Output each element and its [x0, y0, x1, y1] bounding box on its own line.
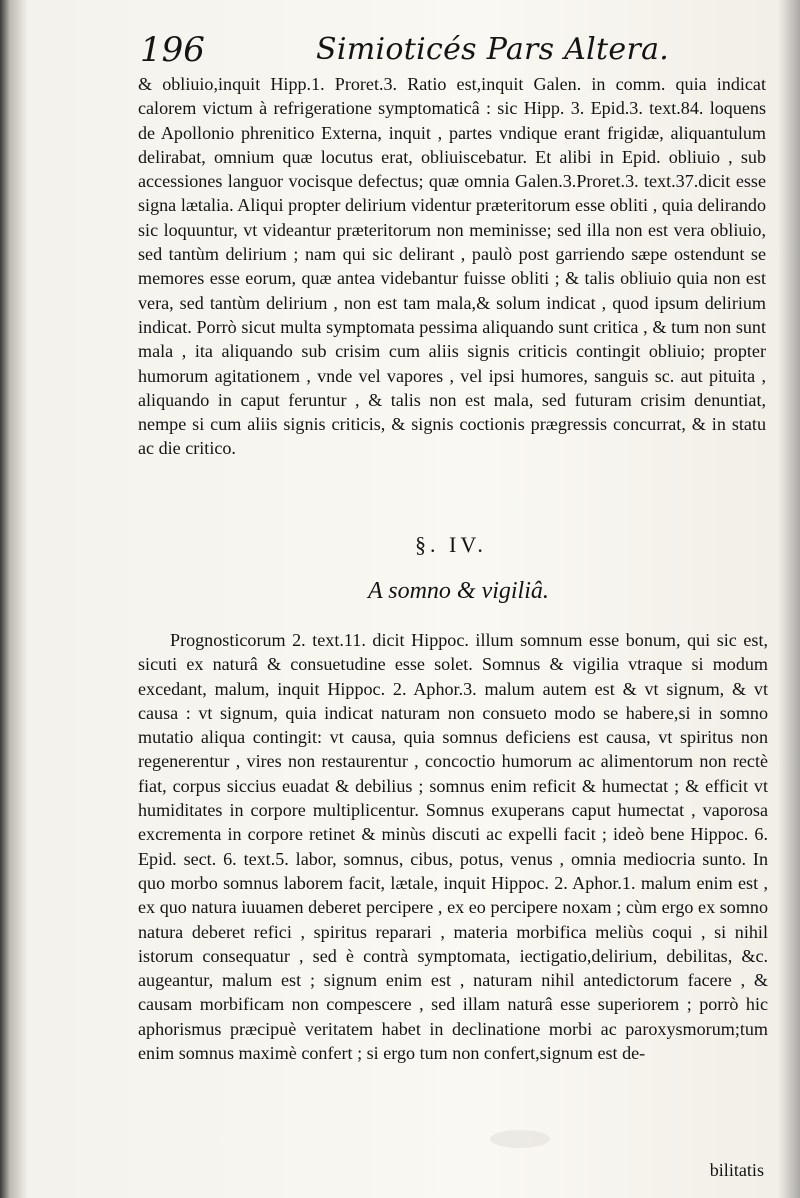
catchword: bilitatis — [709, 1160, 764, 1180]
paragraph: Prognosticorum 2. text.11. dicit Hippoc. illum somnum esse bonum, qui sic est, sicuti ex naturâ & consuetudine esse solet. Somnus & vigilia vtraque si modum excedant, malum, inquit Hippoc. 2. Aphor.3. malum autem est & vt signum, & vt causa : vt signum, quia indicat naturam non consueto modo se habere,si in somno mutatio aliqua contingit: vt causa, quia somnus deficiens est causa, vt spiritus non regenerentur , vires non restaurentur , concoctio humorum ac alimentorum non rectè fiat, corpus siccius euadat & debilius ; somnus enim reficit & humectat ; & efficit vt humiditates in corpore multiplicentur. Somnus exuperans caput humectat , vaporosa excrementa in corpore retinet & minùs discuti ac expelli facit ; ideò bene Hippoc. 6. Epid. sect. 6. text.5. labor, somnus, cibus, potus, venus , omnia mediocria sunto. In quo morbo somnus laborem facit, lætale, inquit Hippoc. 2. Aphor.1. malum enim est , ex quo natura iuuamen deberet percipere , ex eo percipere noxam ; cùm ergo ex somno natura deberet refici , spiritus reparari , materia morbifica meliùs coqui , si nihil istorum consequatur , sed è contrà symptomata, iectigatio,delirium, debilitas, &c. augeantur, malum est ; signum enim est , naturam nihil antedictorum facere , & causam morbificam non compescere , sed illam naturâ esse superiorem ; porrò hic aphorismus præcipuè veritatem habet in declinatione morbi ac paroxysmorum;tum enim somnus maximè confert ; si ergo tum non confert,signum est de- — [138, 630, 768, 1064]
text-block-2 — [138, 628, 768, 1065]
running-title: Simioticés Pars Altera. — [316, 32, 670, 67]
section-number: §. IV. — [415, 532, 487, 557]
section-title: A somno & vigiliâ. — [368, 578, 549, 604]
text-block-1 — [138, 72, 766, 461]
paragraph: & obliuio,inquit Hipp.1. Proret.3. Ratio est,inquit Galen. in comm. quia indicat calorem victum à refrigeratione symptomaticâ : sic Hipp. 3. Epid.3. text.84. loquens de Apollonio phrenitico Externa, inquit , partes vndique erant frigidæ, aliquantulum delirabat, omnium quæ locutus erat, obliuiscebatur. Et alibi in Epid. obliuio , sub accessiones languor vocisque defectus; quæ omnia Galen.3.Proret.3. text.37.dicit esse signa lætalia. Aliqui propter delirium videntur præteritorum esse obliti , quia delirando sic loquuntur, vt videantur præteritorum non meminisse; sed illa non est vera obliuio, sed tantùm delirium ; nam qui sic delirant , paulò post garriendo sæpe ostendunt se memores esse eorum, quæ antea videbantur fuisse obliti ; & talis obliuio quia non est vera, sed tantùm delirium , non est tam mala,& solum indicat , quod ipsum delirium indicat. Porrò sicut multa symptomata pessima aliquando sunt critica , & tum non sunt mala , ita aliquando sub crisim cum aliis signis criticis contingit obliuio; propter humorum agitationem , vnde vel vapores , vel ipsi humores, sanguis sc. aut pituita , aliquando in caput feruntur , & talis non est mala, sed futuram crisim denuntiat, nempe si cum aliis signis criticis, & signis coctionis prægressis concurrat, & in statu ac die critico. — [138, 74, 766, 459]
page-number: 196 — [140, 30, 205, 70]
page-shadow — [778, 0, 800, 1198]
ink-smudge — [490, 1130, 550, 1148]
